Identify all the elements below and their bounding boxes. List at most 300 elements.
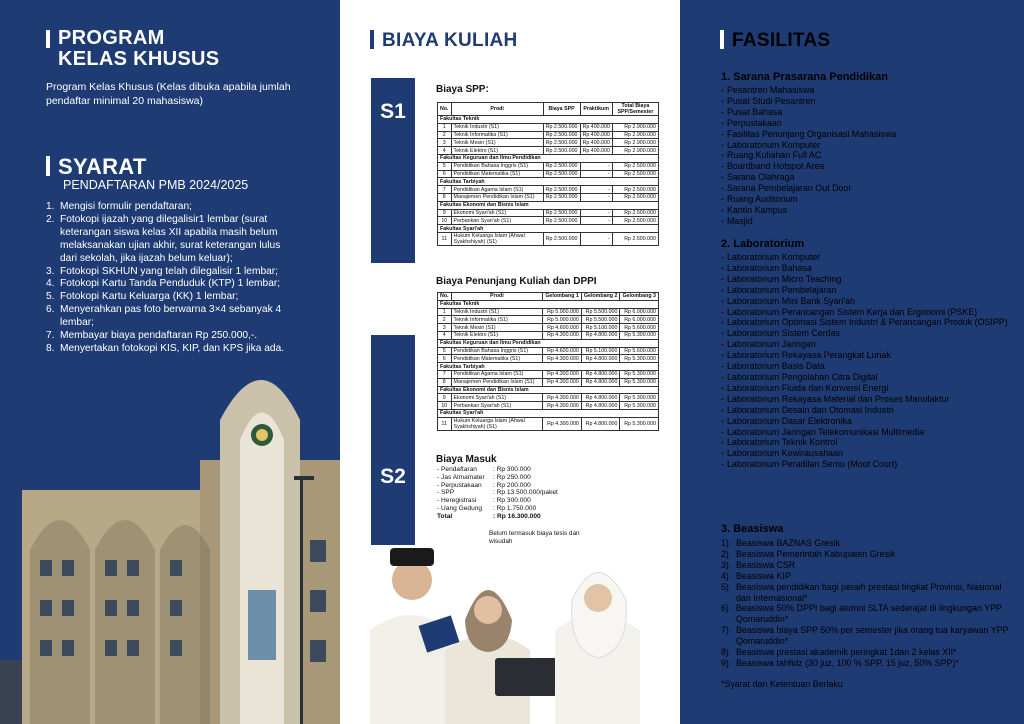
dash-marker: - <box>721 262 724 273</box>
dash-marker: - <box>721 150 724 161</box>
beasiswa-number: 9) <box>721 657 729 668</box>
list-item <box>721 252 1011 263</box>
cell-a: Rp 4.300.000 <box>543 355 582 363</box>
cell-a: Rp 2.500.000 <box>543 123 580 131</box>
list-item <box>721 205 1011 216</box>
cell-a: Rp 2.500.000 <box>543 131 580 139</box>
list-item <box>721 372 1011 383</box>
faculty-row <box>438 178 659 186</box>
dash-marker: - <box>721 284 724 295</box>
cell-prodi: Teknik Informatika (S1) <box>451 316 543 324</box>
syarat-list <box>46 201 290 356</box>
cell-c: Rp 5.300.000 <box>620 417 659 430</box>
left-panel <box>0 0 340 724</box>
syarat-item-text: Menyertakan fotokopi KIS, KIP, dan KPS jika ada. <box>60 342 285 354</box>
syarat-item-number: 5. <box>46 291 55 303</box>
cell-a: Rp 2.500.000 <box>543 209 580 217</box>
syarat-item-text: Menyerahkan pas foto berwarna 3×4 sebanyak 4 lembar; <box>60 304 282 329</box>
cell-no: 5 <box>438 162 452 170</box>
cell-c: Rp 2.500.000 <box>612 162 658 170</box>
list-item <box>721 405 1011 416</box>
beasiswa-text: Beasiswa biaya SPP 50% per semester jika orang tua karyawan YPP Qomaruddin* <box>736 625 1009 647</box>
biaya-masuk-value: : Rp 200.000 <box>493 481 531 489</box>
cell-c: Rp 2.500.000 <box>612 186 658 194</box>
cell-b: Rp 4.800.000 <box>581 394 620 402</box>
dash-marker: - <box>721 295 724 306</box>
list-item <box>721 317 1011 328</box>
list-item <box>721 216 1011 227</box>
s2-level-band: S2 <box>371 335 415 545</box>
cell-b: Rp 5.100.000 <box>581 324 620 332</box>
beasiswa-number: 7) <box>721 625 729 636</box>
cell-no: 6 <box>438 355 452 363</box>
cell-no: 7 <box>438 186 452 194</box>
cell-c: Rp 2.900.000 <box>612 123 658 131</box>
list-item <box>721 383 1011 394</box>
cell-prodi: Teknik Industri (S1) <box>451 123 543 131</box>
cell-no: 2 <box>438 316 452 324</box>
dash-marker: - <box>721 161 724 172</box>
syarat-item <box>46 304 290 330</box>
sarana-heading: 1. Sarana Prasarana Pendidikan <box>721 71 888 83</box>
beasiswa-number: 4) <box>721 570 729 581</box>
list-item <box>721 285 1011 296</box>
cell-a: Rp 2.500.000 <box>543 147 580 155</box>
dash-marker: - <box>721 139 724 150</box>
cell-c: Rp 6.000.000 <box>620 308 659 316</box>
list-item <box>721 361 1011 372</box>
beasiswa-number: 6) <box>721 603 729 614</box>
biaya-masuk-item <box>437 474 558 482</box>
cell-a: Rp 2.500.000 <box>543 193 580 201</box>
beasiswa-item <box>721 571 1011 582</box>
faculty-name: Fakultas Keguruan dan Ilmu Pendidikan <box>438 154 659 162</box>
list-item-text: Pesantren Mahasiswa <box>727 85 815 95</box>
cell-b: Rp 400.000 <box>580 139 612 147</box>
table-row <box>438 402 659 410</box>
cell-c: Rp 2.500.000 <box>612 193 658 201</box>
table-row <box>438 316 659 324</box>
table-header-cell: Total Biaya SPP/Semester <box>612 103 658 116</box>
cell-prodi: Ekonomi Syari'ah (S1) <box>451 209 543 217</box>
syarat-item-text: Fotokopi ijazah yang dilegalisir1 lembar (surat keterangan siswa kelas XII apabila masih belum melaksanakan ujian akhir, surat keterangan lulus dari sekolah, jika ijazah belum keluar); <box>60 213 281 264</box>
cell-a: Rp 4.300.000 <box>543 394 582 402</box>
title-bar-accent <box>720 30 724 49</box>
biaya-dppi-heading: Biaya Penunjang Kuliah dan DPPI <box>436 276 597 287</box>
list-item-text: Laboratorium Bahasa <box>727 262 812 273</box>
list-item <box>721 129 1011 140</box>
table-row <box>438 193 659 201</box>
cell-c: Rp 2.500.000 <box>612 217 658 225</box>
cell-b: Rp 4.800.000 <box>581 355 620 363</box>
list-item <box>721 274 1011 285</box>
list-item-text: Pusat Bahasa <box>727 106 783 117</box>
syarat-item-number: 4. <box>46 278 55 290</box>
syarat-item-text: Fotokopi Kartu Keluarga (KK) 1 lembar; <box>60 291 239 303</box>
dash-marker: - <box>721 371 724 382</box>
list-item-text: Sarana Olahraga <box>727 172 795 183</box>
dash-marker: - <box>721 393 724 404</box>
cell-prodi: Teknik Elektro (S1) <box>451 147 543 155</box>
list-item-text: Laboratorium Micro Teaching <box>727 273 842 284</box>
kelas-khusus-title-line2: KELAS KHUSUS <box>58 48 220 70</box>
faculty-name: Fakultas Syari'ah <box>438 409 659 417</box>
table-header-cell: Gelombang 2 <box>581 293 620 301</box>
cell-no: 8 <box>438 193 452 201</box>
cell-c: Rp 5.300.000 <box>620 378 659 386</box>
cell-c: Rp 5.300.000 <box>620 331 659 339</box>
table-header-cell: No. <box>438 293 452 301</box>
beasiswa-text: Beasiswa CSR <box>736 559 796 570</box>
cell-a: Rp 4.300.000 <box>543 370 582 378</box>
cell-b: - <box>580 170 612 178</box>
list-item-text: Laboratorium Perancangan Sistem Kerja dan Ergonomi (PSKE) <box>727 306 978 317</box>
s1-level-band: S1 <box>371 78 415 263</box>
list-item-text: Pusat Studi Pesantren <box>727 95 816 106</box>
cell-b: - <box>580 217 612 225</box>
faculty-row <box>438 363 659 371</box>
table-row <box>438 347 659 355</box>
list-item <box>721 140 1011 151</box>
table-row <box>438 123 659 131</box>
syarat-item-number: 8. <box>46 342 55 354</box>
table-header-row <box>438 103 659 116</box>
beasiswa-item <box>721 603 1011 625</box>
list-item <box>721 296 1011 307</box>
syarat-item-text: Fotokopi SKHUN yang telah dilegalisir 1 lembar; <box>60 265 279 277</box>
cell-prodi: Ekonomi Syari'ah (S1) <box>451 394 543 402</box>
cell-a: Rp 4.300.000 <box>543 402 582 410</box>
table-row <box>438 308 659 316</box>
cell-prodi: Teknik Industri (S1) <box>451 308 543 316</box>
list-item-text: Ruang Kuliahan Full AC <box>727 150 822 161</box>
table-header-cell: Prodi <box>451 103 543 116</box>
biaya-masuk-label: - Uang Gedung <box>437 504 483 512</box>
dash-marker: - <box>721 252 724 262</box>
syarat-item <box>46 291 290 304</box>
faculty-row <box>438 386 659 394</box>
table-header-cell: Praktikum <box>580 103 612 116</box>
biaya-masuk-item <box>437 505 558 513</box>
cell-no: 10 <box>438 402 452 410</box>
cell-prodi: Pendidikan Agama Islam (S1) <box>451 370 543 378</box>
cell-b: - <box>580 193 612 201</box>
cell-prodi: Pendidikan Matematika (S1) <box>451 355 543 363</box>
syarat-subtitle: PENDAFTARAN PMB 2024/2025 <box>63 178 249 192</box>
list-item-text: Sarana Pembelajaran Out Door <box>727 183 852 194</box>
cell-b: - <box>580 186 612 194</box>
list-item <box>721 307 1011 318</box>
list-item-text: Laboratorium Optimasi Sistem Industri & Perancangan Produk (OSIPP) <box>727 317 1008 328</box>
dash-marker: - <box>721 350 724 361</box>
syarat-item-text: Fotokopi Kartu Tanda Penduduk (KTP) 1 lembar; <box>60 278 281 290</box>
cell-b: Rp 4.800.000 <box>581 417 620 430</box>
table-header-cell: No. <box>438 103 452 116</box>
list-item-text: Perpustakaan <box>727 117 782 128</box>
cell-prodi: Hukum Keluarga Islam (Ahwal Syakhshiyah) (S1) <box>451 232 543 245</box>
dash-marker: - <box>721 95 724 106</box>
cell-b: Rp 400.000 <box>580 131 612 139</box>
cell-prodi: Perbankan Syari'ah (S1) <box>451 217 543 225</box>
list-item <box>721 416 1011 427</box>
beasiswa-number: 3) <box>721 559 729 570</box>
list-item <box>721 437 1011 448</box>
cell-b: - <box>580 232 612 245</box>
list-item <box>721 350 1011 361</box>
biaya-masuk-item <box>437 466 558 474</box>
biaya-masuk-label: - SPP <box>437 489 455 497</box>
beasiswa-text: Beasiswa tahfidz (30 juz, 100 % SPP. 15 juz, 50% SPP)* <box>736 657 959 668</box>
biaya-masuk-value: : Rp 250.000 <box>493 473 531 481</box>
biaya-masuk-item <box>437 482 558 490</box>
cell-no: 4 <box>438 147 452 155</box>
cell-a: Rp 2.500.000 <box>543 217 580 225</box>
dash-marker: - <box>721 172 724 183</box>
table-header-cell: Gelombang 3 <box>620 293 659 301</box>
cell-c: Rp 2.500.000 <box>612 170 658 178</box>
cell-c: Rp 2.500.000 <box>612 209 658 217</box>
laboratorium-list <box>721 252 1011 470</box>
list-item-text: Laboratorium Kewirausahaan <box>727 448 843 459</box>
cell-b: Rp 4.800.000 <box>581 331 620 339</box>
list-item <box>721 339 1011 350</box>
biaya-masuk-note: Belum termasuk biaya tesis dan wisudah <box>489 530 580 545</box>
kelas-khusus-title-line1: PROGRAM <box>58 27 165 49</box>
table-row <box>438 331 659 339</box>
cell-no: 5 <box>438 347 452 355</box>
cell-a: Rp 2.500.000 <box>543 170 580 178</box>
cell-a: Rp 2.500.000 <box>543 232 580 245</box>
list-item <box>721 118 1011 129</box>
dash-marker: - <box>721 194 724 205</box>
list-item-text: Fasilitas Penunjang Organisasi Mahasiswa <box>727 128 897 139</box>
faculty-name: Fakultas Tarbiyah <box>438 363 659 371</box>
cell-b: Rp 5.100.000 <box>581 347 620 355</box>
list-item <box>721 427 1011 438</box>
biaya-masuk-value: : Rp 13.500.000/paket <box>493 489 558 497</box>
list-item <box>721 107 1011 118</box>
cell-prodi: Manajemen Pendidikan Islam (S1) <box>451 378 543 386</box>
faculty-name: Fakultas Syari'ah <box>438 225 659 233</box>
biaya-masuk-value: : Rp 300.000 <box>493 466 531 473</box>
table-row <box>438 355 659 363</box>
cell-a: Rp 4.300.000 <box>543 417 582 430</box>
cell-no: 7 <box>438 370 452 378</box>
list-item-text: Laboratorium Dasar Elektronika <box>727 415 852 426</box>
biaya-masuk-value: : Rp 300.000 <box>493 497 531 505</box>
table-row <box>438 131 659 139</box>
list-item-text: Laboratorium Teknik Kontrol <box>727 437 838 448</box>
dash-marker: - <box>721 85 724 95</box>
faculty-row <box>438 409 659 417</box>
table-row <box>438 209 659 217</box>
list-item-text: Laboratorium Komputer <box>727 139 821 150</box>
list-item-text: Laboratorium Fluida dan Konversi Energi <box>727 382 889 393</box>
biaya-masuk-item <box>437 513 558 521</box>
cell-c: Rp 2.900.000 <box>612 147 658 155</box>
syarat-item-number: 1. <box>46 201 55 212</box>
cell-b: - <box>580 162 612 170</box>
table-row <box>438 378 659 386</box>
cell-a: Rp 2.500.000 <box>543 186 580 194</box>
cell-no: 11 <box>438 232 452 245</box>
cell-no: 3 <box>438 324 452 332</box>
faculty-name: Fakultas Keguruan dan Ilmu Pendidikan <box>438 339 659 347</box>
syarat-item <box>46 266 290 279</box>
cell-b: Rp 5.500.000 <box>581 316 620 324</box>
dash-marker: - <box>721 404 724 415</box>
beasiswa-list <box>721 538 1011 669</box>
list-item <box>721 459 1011 470</box>
biaya-masuk-item <box>437 489 558 497</box>
biaya-spp-heading: Biaya SPP: <box>436 84 489 95</box>
syarat-item-text: Membayar biaya pendaftaran Rp 250.000,-. <box>60 330 258 342</box>
cell-c: Rp 5.600.000 <box>620 347 659 355</box>
beasiswa-item <box>721 658 1011 669</box>
list-item <box>721 328 1011 339</box>
list-item-text: Laboratorium Basis Data <box>727 361 825 372</box>
list-item-text: Laboratorium Pembelajaran <box>727 284 837 295</box>
list-item-text: Laboratorium Desain dan Otomasi Industri <box>727 404 894 415</box>
beasiswa-item <box>721 647 1011 658</box>
cell-prodi: Teknik Elektro (S1) <box>451 331 543 339</box>
syarat-item-text: Mengisi formulir pendaftaran; <box>60 201 192 212</box>
beasiswa-text: Beasiswa prestasi akademik peringkat 1dan 2 kelas XII* <box>736 647 957 658</box>
syarat-item <box>46 343 290 356</box>
biaya-masuk-value: : Rp 16.300.000 <box>493 512 541 520</box>
cell-c: Rp 5.300.000 <box>620 402 659 410</box>
syarat-title: SYARAT <box>46 156 147 178</box>
syarat-item <box>46 214 290 266</box>
biaya-kuliah-title: BIAYA KULIAH <box>370 30 518 52</box>
list-item <box>721 161 1011 172</box>
syarat-item-number: 2. <box>46 213 55 225</box>
biaya-masuk-item <box>437 497 558 505</box>
list-item-text: Laboratorium Pengolahan Citra Digital <box>727 371 878 382</box>
syarat-item-number: 6. <box>46 304 55 316</box>
dash-marker: - <box>721 273 724 284</box>
faculty-name: Fakultas Ekonomi dan Bisnis Islam <box>438 386 659 394</box>
cell-a: Rp 2.500.000 <box>543 139 580 147</box>
list-item <box>721 96 1011 107</box>
table-header-cell: Biaya SPP <box>543 103 580 116</box>
title-bar-accent <box>46 156 50 176</box>
syarat-item <box>46 201 290 214</box>
beasiswa-text: Beasiswa KIP <box>736 570 791 581</box>
laboratorium-heading: 2. Laboratorium <box>721 238 805 250</box>
beasiswa-text: Beasiswa BAZNAS Gresik <box>736 538 841 548</box>
faculty-row <box>438 201 659 209</box>
cell-no: 6 <box>438 170 452 178</box>
sarana-list <box>721 85 1011 227</box>
biaya-dppi-table <box>437 292 659 431</box>
cell-no: 3 <box>438 139 452 147</box>
dash-marker: - <box>721 426 724 437</box>
cell-a: Rp 5.000.000 <box>543 308 582 316</box>
dash-marker: - <box>721 106 724 117</box>
faculty-name: Fakultas Teknik <box>438 300 659 308</box>
faculty-row <box>438 154 659 162</box>
table-row <box>438 217 659 225</box>
biaya-masuk-value: : Rp 1.750.000 <box>493 504 537 512</box>
students-photo-illustration <box>340 540 680 724</box>
faculty-row <box>438 300 659 308</box>
list-item-text: Boardband Hotspot Area <box>727 161 825 172</box>
faculty-name: Fakultas Teknik <box>438 116 659 124</box>
beasiswa-item <box>721 560 1011 571</box>
list-item-text: Laboratorium Peradilan Semu (Moot Court) <box>727 459 898 470</box>
cell-prodi: Teknik Informatika (S1) <box>451 131 543 139</box>
list-item-text: Laboratorium Jaringan Telekomunikasi Multimedia <box>727 426 925 437</box>
list-item-text: Masjid <box>727 215 753 226</box>
cell-c: Rp 5.600.000 <box>620 324 659 332</box>
biaya-masuk-label: - Pendaftaran <box>437 466 477 473</box>
table-row <box>438 324 659 332</box>
cell-prodi: Manajemen Pendidikan Islam (S1) <box>451 193 543 201</box>
list-item <box>721 85 1011 96</box>
list-item-text: Laboratorium Sistem Cerdas <box>727 328 840 339</box>
biaya-masuk-label: - Perpustakaan <box>437 481 482 489</box>
cell-no: 10 <box>438 217 452 225</box>
table-row <box>438 370 659 378</box>
list-item <box>721 448 1011 459</box>
cell-prodi: Pendidikan Matematika (S1) <box>451 170 543 178</box>
syarat-item-number: 7. <box>46 330 55 342</box>
table-row <box>438 232 659 245</box>
cell-c: Rp 5.300.000 <box>620 370 659 378</box>
title-bar-accent <box>46 30 50 48</box>
cell-no: 9 <box>438 394 452 402</box>
cell-no: 4 <box>438 331 452 339</box>
cell-c: Rp 5.300.000 <box>620 355 659 363</box>
cell-c: Rp 2.500.000 <box>612 232 658 245</box>
middle-panel <box>340 0 680 724</box>
table-row <box>438 162 659 170</box>
beasiswa-text: Beasiswa Pemerintah Kabupaten Gresik <box>736 548 896 559</box>
cell-no: 1 <box>438 308 452 316</box>
biaya-masuk-label: - Heregistrasi <box>437 497 477 505</box>
faculty-row <box>438 116 659 124</box>
dash-marker: - <box>721 415 724 426</box>
dash-marker: - <box>721 437 724 448</box>
table-row <box>438 147 659 155</box>
cell-c: Rp 5.300.000 <box>620 394 659 402</box>
cell-c: Rp 2.900.000 <box>612 139 658 147</box>
dash-marker: - <box>721 448 724 459</box>
list-item-text: Laboratorium Rekayasa Perangkat Lunak <box>727 350 891 361</box>
cell-b: Rp 5.500.000 <box>581 308 620 316</box>
cell-prodi: Pendidikan Agama Islam (S1) <box>451 186 543 194</box>
beasiswa-item <box>721 538 1011 549</box>
kelas-khusus-description: Program Kelas Khusus (Kelas dibuka apabila jumlah pendaftar minimal 20 mahasiswa) <box>46 81 291 107</box>
cell-b: Rp 4.800.000 <box>581 378 620 386</box>
beasiswa-number: 8) <box>721 647 729 658</box>
table-row <box>438 394 659 402</box>
table-row <box>438 186 659 194</box>
campus-building-illustration <box>0 360 340 724</box>
cell-prodi: Teknik Mesin (S1) <box>451 139 543 147</box>
list-item <box>721 183 1011 194</box>
cell-prodi: Perbankan Syari'ah (S1) <box>451 402 543 410</box>
dash-marker: - <box>721 361 724 372</box>
dash-marker: - <box>721 128 724 139</box>
kelas-khusus-title <box>46 28 219 70</box>
cell-prodi: Pendidikan Bahasa Inggris (S1) <box>451 162 543 170</box>
beasiswa-text: Beasiswa 50% DPPI bagi alumni SLTA sederajat di lingkungan YPP Qomaruddin* <box>736 603 1002 625</box>
beasiswa-heading: 3. Beasiswa <box>721 523 784 535</box>
beasiswa-number: 2) <box>721 548 729 559</box>
beasiswa-item <box>721 582 1011 604</box>
